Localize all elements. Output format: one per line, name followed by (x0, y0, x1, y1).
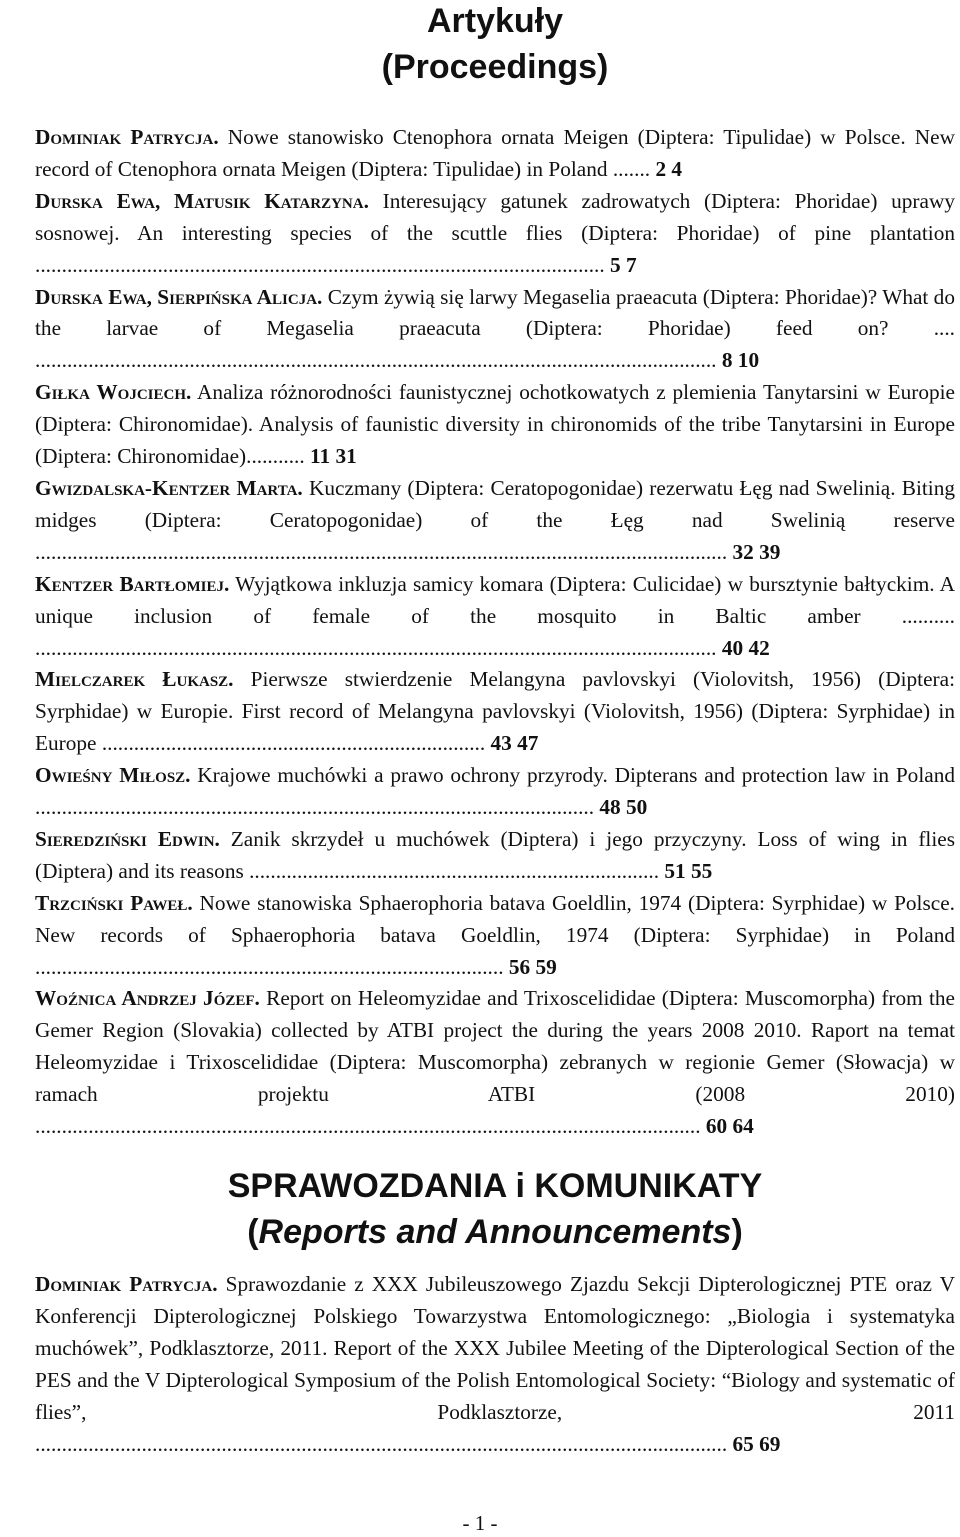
entry-author: Woźnica Andrzej Józef. (35, 986, 260, 1011)
toc-entry (35, 1269, 955, 1460)
entry-title: Kuczmany (Diptera: Ceratopogonidae) rezerwatu Łęg nad Swelinią. Biting midges (Diptera: Ceratopogonidae) of the Łęg nad Swelinią reserve .................................................................................................................................. (35, 475, 956, 564)
entry-author: Giłka Wojciech. (35, 380, 192, 405)
entry-author: Durska Ewa, Sierpińska Alicja. (35, 284, 323, 309)
entry-pages: 40 42 (721, 635, 770, 660)
entry-title: Czym żywią się larwy Megaselia praeacuta (Diptera: Phoridae)? What do the larvae of Megaselia praeacuta (Diptera: Phoridae) feed on? .... ................................................................................................................................ (35, 284, 955, 373)
entry-title: Wyjątkowa inkluzja samicy komara (Diptera: Culicidae) w bursztynie bałtyckim. A unique inclusion of female of the mosquito in Baltic amber .......... ................................................................................................................................ (35, 571, 956, 660)
toc-entry (35, 122, 955, 186)
heading-title: Artykuły (426, 2, 564, 40)
entry-author: Owieśny Miłosz. (35, 763, 191, 788)
entry-pages: 60 64 (705, 1114, 754, 1139)
entry-title: Zanik skrzydeł u muchówek (Diptera) i jego przyczyny. Loss of wing in flies (Diptera) and its reasons ............................................................................. (35, 826, 955, 883)
entry-author: Gwizdalska-Kentzer Marta. (35, 475, 303, 500)
entry-author: Dominiak Patrycja. (35, 1272, 218, 1296)
section-heading-proceedings (35, 0, 955, 90)
entry-title: Interesujący gatunek zadrowatych (Diptera: Phoridae) uprawy sosnowej. An interesting species of the scuttle flies (Diptera: Phoridae) of pine plantation ........................................................................................................... (35, 188, 955, 277)
heading-title: SPRAWOZDANIA i KOMUNIKATY (227, 1167, 763, 1205)
toc-entry (35, 569, 955, 665)
toc-entry (35, 760, 955, 824)
toc-entry (35, 186, 955, 282)
entry-author: Sieredziński Edwin. (35, 826, 220, 851)
heading-subtitle: (Proceedings) (381, 48, 609, 86)
page-number: - 1 - (462, 1511, 498, 1535)
paren-close: ) (731, 1213, 743, 1251)
entry-pages: 8 10 (721, 348, 760, 373)
entry-author: Kentzer Bartłomiej. (35, 571, 230, 596)
entry-title: Analiza różnorodności faunistycznej ochotkowatych z plemienia Tanytarsini w Europie (Diptera: Chironomidae). Analysis of faunistic diversity in chironomids of the tribe Tanytarsini in Europe (Diptera: Chironomidae)........... (35, 380, 956, 469)
heading-subtitle-italic: Reports and Announcements (258, 1213, 732, 1251)
entry-title: Krajowe muchówki a prawo ochrony przyrody. Dipterans and protection law in Poland ......................................................................................................... (35, 763, 955, 820)
entry-pages: 5 7 (610, 252, 637, 277)
entry-pages: 2 4 (655, 156, 683, 181)
toc-entry (35, 983, 955, 1143)
entry-title: Sprawozdanie z XXX Jubileuszowego Zjazdu Sekcji Dipterologicznej PTE oraz V Konferencji Dipterologicznej Polskiego Towarzystwa Entomologicznego: „Biologia i systematyka muchówek”, Podklasztorze, 2011. Report of the XXX Jubilee Meeting of the Dipterological Section of the PES and the V Dipterological Symposium of the Polish Entomological Society: “Biology and systematic of flies”, Podklasztorze, 2011 .................................................................................................................................. (35, 1272, 955, 1456)
paren-open: ( (247, 1213, 259, 1251)
entry-author: Durska Ewa, Matusik Katarzyna. (35, 188, 369, 213)
entry-title: Pierwsze stwierdzenie Melangyna pavlovskyi (Violovitsh, 1956) (Diptera: Syrphidae) w Europie. First record of Melangyna pavlovskyi (Violovitsh, 1956) (Diptera: Syrphidae) in Europe ........................................................................ (35, 667, 955, 756)
entry-author: Trzciński Paweł. (35, 890, 193, 915)
entry-title: Nowe stanowiska Sphaerophoria batava Goeldlin, 1974 (Diptera: Syrphidae) w Polsce. New records of Sphaerophoria batava Goeldlin, 1974 (Diptera: Syrphidae) in Poland ........................................................................................ (35, 890, 955, 979)
entry-author: Dominiak Patrycja. (35, 125, 219, 149)
reports-list (35, 1269, 955, 1460)
entry-pages: 43 47 (490, 731, 539, 756)
heading-subtitle (35, 1209, 955, 1255)
section-heading-reports (35, 1163, 955, 1255)
entry-title: Nowe stanowisko Ctenophora ornata Meigen (Diptera: Tipulidae) w Polsce. New record of Ctenophora ornata Meigen (Diptera: Tipulidae) in Poland ....... (35, 125, 955, 181)
articles-list (35, 122, 955, 1143)
entry-pages: 48 50 (599, 795, 648, 820)
entry-pages: 56 59 (508, 954, 557, 979)
toc-entry (35, 664, 955, 760)
entry-author: Mielczarek Łukasz. (35, 667, 234, 692)
toc-entry (35, 473, 955, 569)
toc-entry (35, 282, 955, 378)
toc-entry (35, 824, 955, 888)
entry-title: Report on Heleomyzidae and Trixoscelididae (Diptera: Muscomorpha) from the Gemer Region (Slovakia) collected by ATBI project the during the years 2008 2010. Raport na temat Heleomyzidae i Trixoscelididae (Diptera: Muscomorpha) zebranych w regionie Gemer (Słowacja) w ramach projektu ATBI (2008 2010) ............................................................................................................................. (35, 986, 955, 1139)
entry-pages: 51 55 (664, 858, 713, 883)
entry-pages: 32 39 (732, 539, 781, 564)
entry-pages: 65 69 (732, 1431, 781, 1456)
entry-pages: 11 31 (310, 444, 357, 469)
toc-entry (35, 888, 955, 984)
toc-entry (35, 377, 955, 473)
